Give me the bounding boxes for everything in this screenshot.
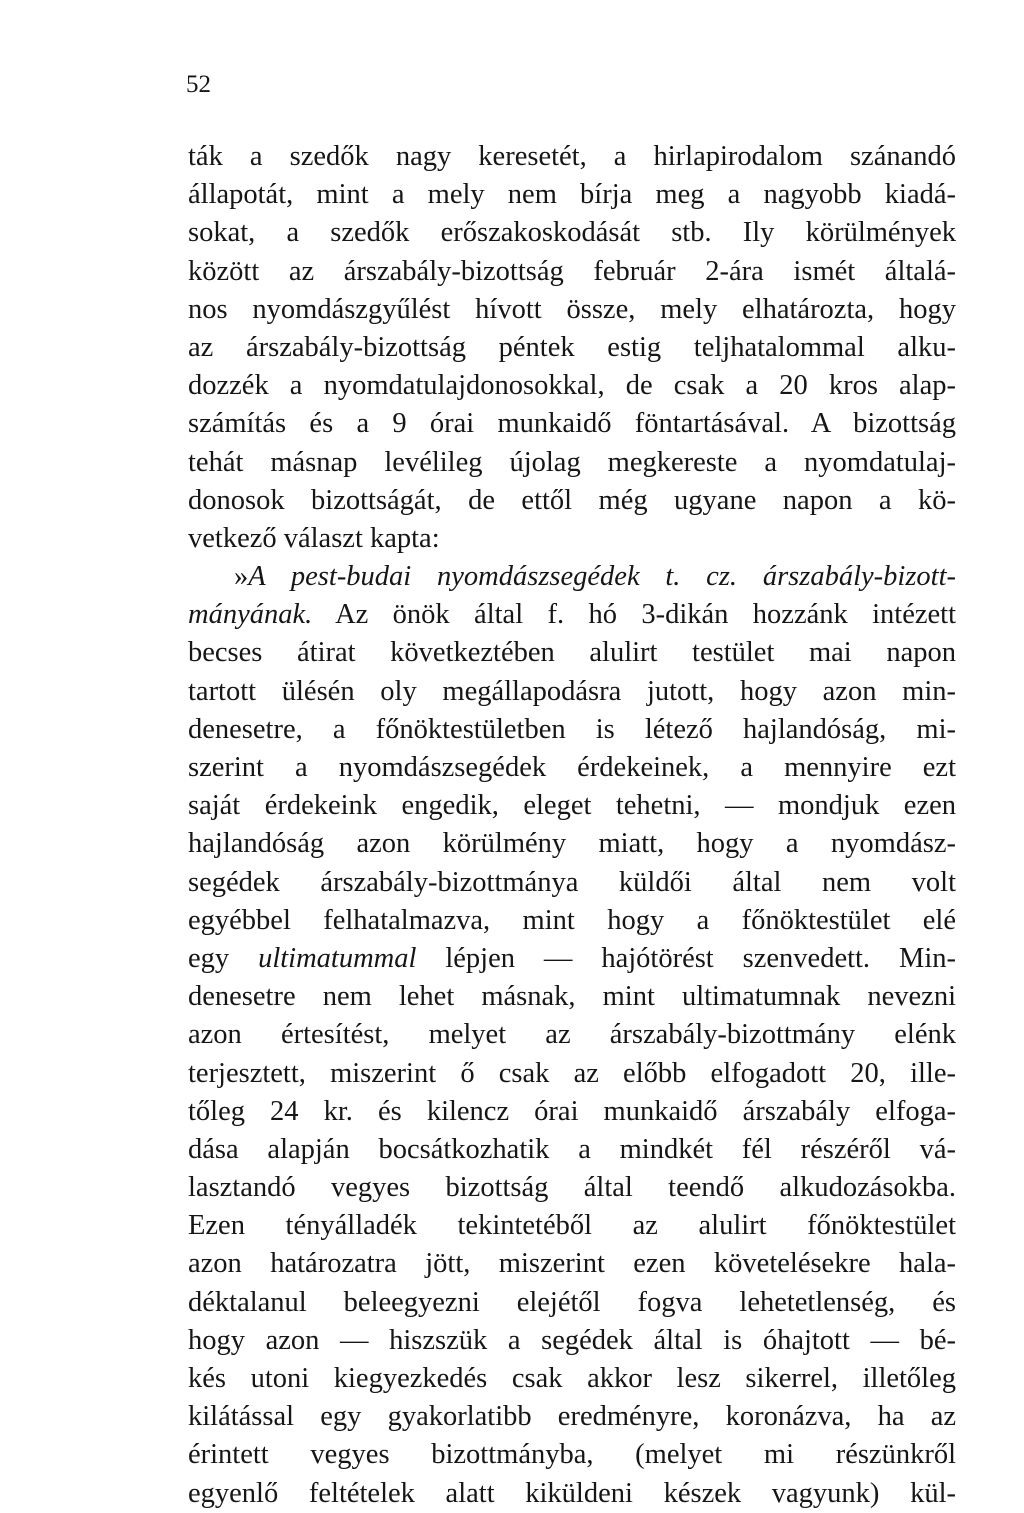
text-line: [188, 444, 956, 482]
body-text: [188, 138, 956, 1513]
text-segment: segédek árszabály-bizottmánya küldői által nem volt: [188, 866, 956, 898]
text-line: [188, 138, 956, 176]
text-line: [188, 482, 956, 520]
text-segment: sokat, a szedők erőszakoskodását stb. Ily körülmények: [188, 217, 956, 249]
text-line: [188, 825, 956, 863]
text-line: [188, 864, 956, 902]
text-line: [188, 520, 956, 558]
text-line: [188, 1169, 956, 1207]
text-segment: kilátással egy gyakorlatibb eredményre, koronázva, ha az: [188, 1401, 956, 1433]
text-line: [188, 1131, 956, 1169]
text-segment: között az árszabály-bizottság február 2-ára ismét általá-: [188, 255, 956, 287]
text-line: [188, 253, 956, 291]
text-segment: hajlandóság azon körülmény miatt, hogy a nyomdász-: [188, 828, 956, 860]
text-segment: dása alapján bocsátkozhatik a mindkét fél részéről vá-: [188, 1133, 956, 1165]
text-segment: denesetre, a főnöktestületben is létező hajlandóság, mi-: [188, 713, 956, 745]
text-line: [188, 367, 956, 405]
text-segment: szerint a nyomdászsegédek érdekeinek, a mennyire ezt: [188, 752, 956, 783]
text-segment: egyébbel felhatalmazva, mint hogy a főnöktestület elé: [188, 904, 956, 936]
text-line: [188, 1398, 956, 1436]
text-segment: becses átirat következtében alulirt testület mai napon: [188, 637, 956, 669]
text-segment: nos nyomdászgyűlést hívott össze, mely elhatározta, hogy: [188, 293, 956, 325]
text-segment: Az önök által f. hó 3-dikán hozzánk intézett: [312, 599, 956, 631]
text-segment: tehát másnap levélileg újolag megkereste a nyomdatulaj-: [188, 446, 956, 478]
text-segment: azon értesítést, melyet az árszabály-bizottmány elénk: [188, 1019, 956, 1051]
text-line: [188, 673, 956, 711]
text-line: [188, 176, 956, 214]
text-segment: kés utoni kiegyezkedés csak akkor lesz sikerrel, illetőleg: [188, 1363, 956, 1394]
italic-text: A pest-budai nyomdászsegédek t. cz. árszabály-bizott-: [248, 561, 956, 593]
text-segment: dozzék a nyomdatulajdonosokkal, de csak a 20 kros alap-: [188, 370, 956, 402]
text-segment: vetkező választ kapta:: [188, 522, 440, 554]
text-segment: Ezen tényálladék tekintetéből az alulirt főnöktestület: [188, 1210, 956, 1242]
text-line: [188, 291, 956, 329]
text-line: [188, 329, 956, 367]
text-segment: donosok bizottságát, de ettől még ugyane napon a kö-: [188, 484, 956, 516]
text-line: [188, 1360, 956, 1398]
text-line: [188, 634, 956, 672]
text-segment: tartott ülésén oly megállapodásra jutott, hogy azon min-: [188, 675, 956, 707]
text-line: [188, 596, 956, 634]
text-segment: lépjen — hajótörést szenvedett. Min-: [416, 942, 956, 974]
page-number: 52: [186, 71, 211, 98]
text-line: [188, 1207, 956, 1245]
text-segment: azon határozatra jött, miszerint ezen követelésekre hala-: [188, 1248, 956, 1280]
text-segment: terjesztett, miszerint ő csak az előbb elfogadott 20, ille-: [188, 1057, 956, 1089]
text-segment: egy: [188, 942, 259, 974]
text-segment: déktalanul beleegyezni elejétől fogva lehetetlenség, és: [188, 1286, 956, 1318]
text-line: [188, 978, 956, 1016]
text-line: [188, 940, 956, 978]
text-line: [188, 1016, 956, 1054]
text-line: [188, 1322, 956, 1360]
text-segment: lasztandó vegyes bizottság által teendő alkudozásokba.: [188, 1172, 956, 1204]
text-segment: az árszabály-bizottság péntek estig teljhatalommal alku-: [188, 331, 956, 363]
text-line: [188, 1436, 956, 1474]
text-segment: egyenlő feltételek alatt kiküldeni készek vagyunk) kül-: [188, 1477, 956, 1509]
text-line: [188, 1055, 956, 1093]
text-line: [188, 1245, 956, 1283]
text-line: [188, 902, 956, 940]
text-line: [188, 749, 956, 787]
text-line: [188, 787, 956, 825]
text-segment: tőleg 24 kr. és kilencz órai munkaidő árszabály elfoga-: [188, 1095, 956, 1127]
text-line: [188, 214, 956, 252]
italic-text: mányának.: [188, 599, 313, 631]
text-line: [188, 1093, 956, 1131]
text-segment: saját érdekeink engedik, eleget tehetni, — mondjuk ezen: [188, 790, 956, 822]
italic-text: ultimatummal: [258, 942, 417, 974]
text-line: [188, 405, 956, 443]
text-segment: érintett vegyes bizottmányba, (melyet mi részünkről: [188, 1439, 956, 1471]
text-segment: számítás és a 9 órai munkaidő föntartásával. A bizottság: [188, 408, 956, 440]
text-segment: denesetre nem lehet másnak, mint ultimatumnak nevezni: [188, 981, 956, 1013]
text-line: [188, 1284, 956, 1322]
text-segment: »: [234, 561, 249, 593]
text-segment: állapotát, mint a mely nem bírja meg a nagyobb kiadá-: [188, 179, 956, 211]
text-line: [188, 711, 956, 749]
text-segment: ták a szedők nagy keresetét, a hirlapirodalom szánandó: [188, 141, 956, 172]
text-line: [188, 558, 956, 596]
text-segment: hogy azon — hiszszük a segédek által is óhajtott — bé-: [188, 1324, 956, 1356]
text-line: [188, 1475, 956, 1513]
